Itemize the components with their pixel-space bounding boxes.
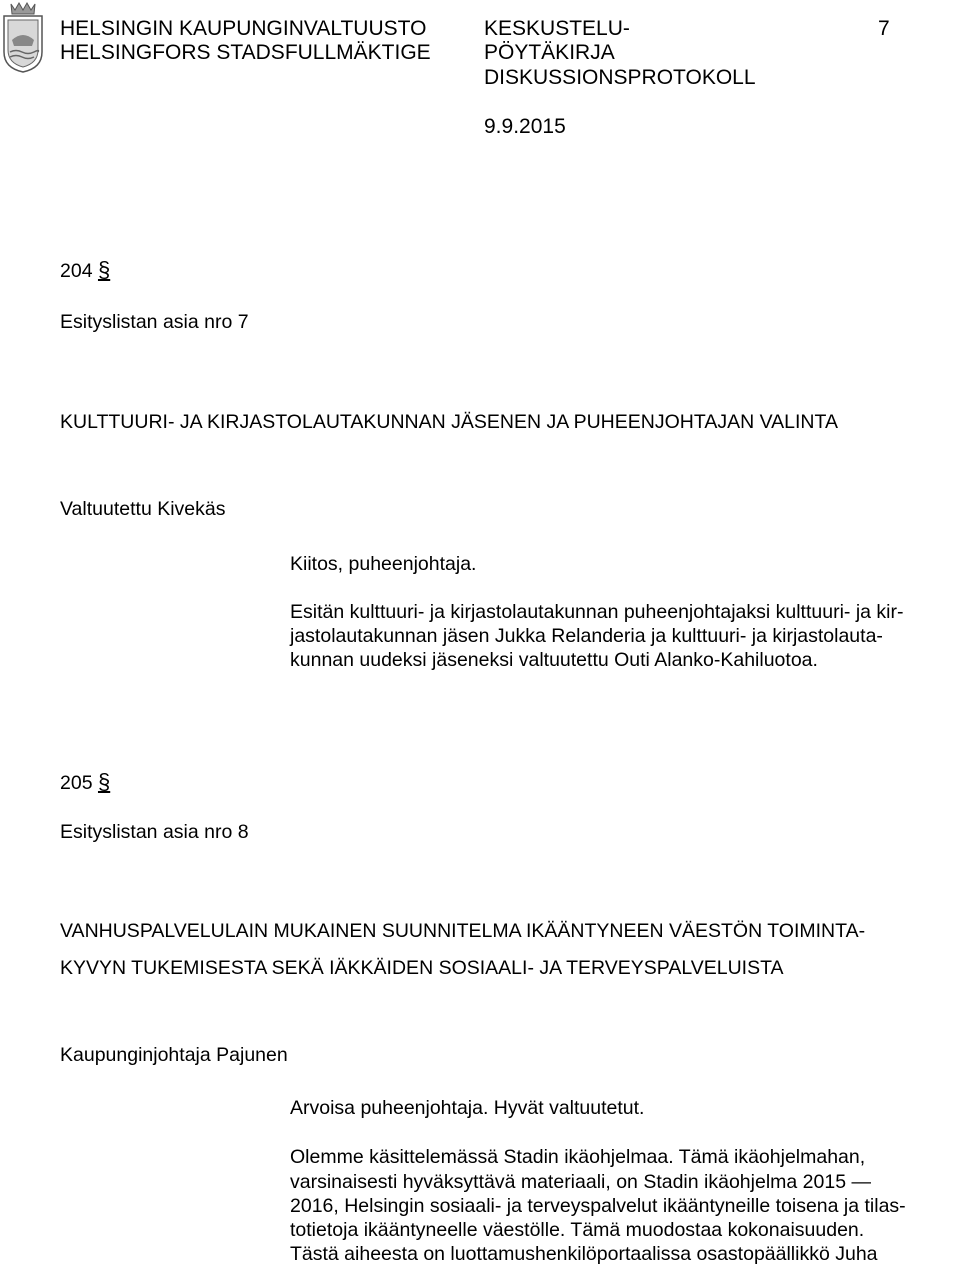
- org-name-fi: HELSINGIN KAUPUNGINVALTUUSTO: [60, 17, 427, 40]
- section-sign: §: [97, 257, 111, 282]
- meeting-date: 9.9.2015: [484, 115, 566, 138]
- speech-line: Olemme käsittelemässä Stadin ikäohjelmaa. Tämä ikäohjelmahan,: [290, 1146, 866, 1168]
- doc-type-line-1: KESKUSTELU-: [484, 17, 630, 40]
- item-number: [60, 770, 110, 795]
- doc-type-line-3: DISKUSSIONSPROTOKOLL: [484, 66, 756, 89]
- item-title-line: KYVYN TUKEMISESTA SEKÄ IÄKKÄIDEN SOSIAALI- JA TERVEYSPALVELUISTA: [60, 957, 784, 979]
- item-number-value: 204: [60, 260, 93, 282]
- speaker-name: Kaupunginjohtaja Pajunen: [60, 1044, 288, 1066]
- agenda-reference: Esityslistan asia nro 7: [60, 311, 249, 333]
- item-title-line: VANHUSPALVELULAIN MUKAINEN SUUNNITELMA IKÄÄNTYNEEN VÄESTÖN TOIMINTA-: [60, 920, 866, 942]
- speech-line: varsinaisesti hyväksyttävä materiaali, on Stadin ikäohjelma 2015 —: [290, 1171, 871, 1193]
- speech-line: totietoja ikääntyneelle väestölle. Tämä muodostaa kokonaisuuden.: [290, 1219, 865, 1241]
- item-number: [60, 258, 110, 283]
- speaker-name: Valtuutettu Kivekäs: [60, 498, 226, 520]
- speech-line: 2016, Helsingin sosiaali- ja terveyspalvelut ikääntyneille toisena ja tilas-: [290, 1195, 906, 1217]
- section-sign: §: [97, 769, 111, 794]
- agenda-reference: Esityslistan asia nro 8: [60, 821, 249, 843]
- item-title-line: KULTTUURI- JA KIRJASTOLAUTAKUNNAN JÄSENEN JA PUHEENJOHTAJAN VALINTA: [60, 411, 838, 433]
- speech-line: Tästä aiheesta on luottamushenkilöportaalissa osastopäällikkö Juha: [290, 1243, 878, 1265]
- helsinki-crest-logo: [0, 0, 46, 74]
- speech-line: Arvoisa puheenjohtaja. Hyvät valtuutetut.: [290, 1097, 645, 1119]
- speech-line: Kiitos, puheenjohtaja.: [290, 553, 477, 575]
- page-number: 7: [878, 17, 890, 40]
- speech-line: kunnan uudeksi jäseneksi valtuutettu Outi Alanko-Kahiluotoa.: [290, 649, 818, 671]
- item-number-value: 205: [60, 772, 93, 794]
- org-name-sv: HELSINGFORS STADSFULLMÄKTIGE: [60, 41, 431, 64]
- speech-line: jastolautakunnan jäsen Jukka Relanderia ja kulttuuri- ja kirjastolauta-: [290, 625, 883, 647]
- speech-line: Esitän kulttuuri- ja kirjastolautakunnan puheenjohtajaksi kulttuuri- ja kir-: [290, 601, 904, 623]
- doc-type-line-2: PÖYTÄKIRJA: [484, 41, 615, 64]
